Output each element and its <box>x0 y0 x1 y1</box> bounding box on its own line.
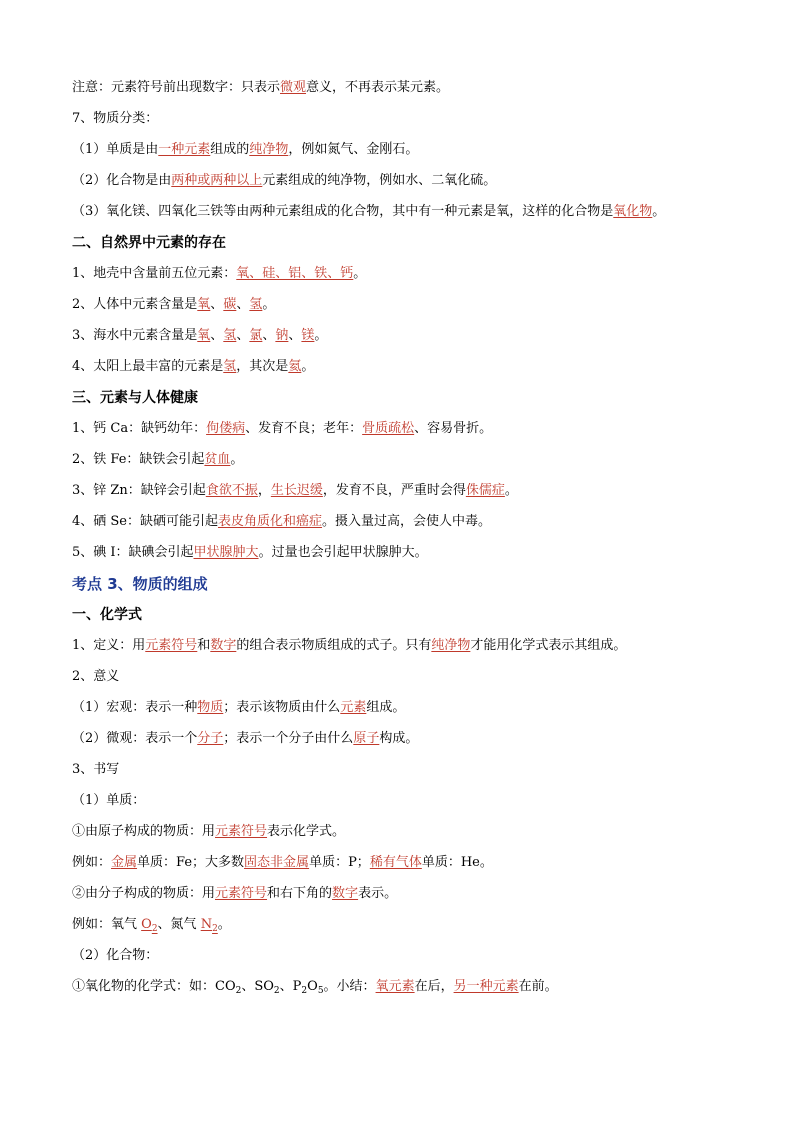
text-line <box>72 510 732 541</box>
answer-blank: 数字 <box>210 638 237 653</box>
text-run: 、 <box>236 297 250 312</box>
text-run: 、 <box>236 328 250 343</box>
answer-blank: 氧化物 <box>613 204 653 219</box>
text-run: 5 <box>317 986 324 996</box>
answer-blank: 数字 <box>332 886 359 901</box>
text-line <box>72 76 732 107</box>
text-run: ；表示一个分子由什么 <box>223 731 354 746</box>
text-line <box>72 262 732 293</box>
text-run: 。 <box>652 204 666 219</box>
text-run: 。 <box>504 483 518 498</box>
text-run: 4、硒 Se：缺硒可能引起 <box>72 514 219 529</box>
text-run: 例如： <box>72 855 112 870</box>
answer-blank: 原子 <box>353 731 380 746</box>
text-run: 单质：P； <box>309 855 370 870</box>
text-run: 2 <box>301 986 308 996</box>
text-run: 。小结： <box>323 979 376 994</box>
text-line <box>72 975 732 1006</box>
answer-blank: 两种或两种以上 <box>171 173 263 188</box>
text-run: 单质：Fe；大多数 <box>137 855 245 870</box>
text-run: 组成。 <box>366 700 406 715</box>
text-run: 。 <box>230 452 244 467</box>
text-line <box>72 634 732 665</box>
answer-blank: 表皮角质化和癌症 <box>218 514 323 529</box>
text-run: 7、物质分类： <box>72 111 159 126</box>
text-run: 1、地壳中含量前五位元素： <box>72 266 237 281</box>
text-run: 2、意义 <box>72 669 120 684</box>
text-line <box>72 541 732 572</box>
text-line <box>72 572 732 603</box>
answer-blank: 元素符号 <box>215 824 268 839</box>
answer-blank: 生长迟缓 <box>270 483 323 498</box>
text-run: 元素组成的纯净物，例如水、二氧化硫。 <box>262 173 497 188</box>
text-line <box>72 107 732 138</box>
answer-blank: 物质 <box>197 700 224 715</box>
answer-blank: 氦 <box>288 359 302 374</box>
text-run: 。 <box>314 328 328 343</box>
text-run: 、 <box>210 328 224 343</box>
answer-blank: 2 <box>212 924 218 934</box>
text-run: 5、碘 I：缺碘会引起 <box>72 545 194 560</box>
text-line <box>72 944 732 975</box>
text-line <box>72 200 732 231</box>
text-run: 3、海水中元素含量是 <box>72 328 198 343</box>
text-run: 。摄入量过高，会使人中毒。 <box>322 514 492 529</box>
text-run: 和 <box>197 638 211 653</box>
text-run: （2）化合物是由 <box>72 173 172 188</box>
answer-blank: 骨质疏松 <box>362 421 415 436</box>
text-run: （2）微观：表示一个 <box>72 731 198 746</box>
answer-blank: 氧 <box>197 297 211 312</box>
text-run: （2）化合物： <box>72 948 159 963</box>
text-run: 注意：元素符号前出现数字：只表示 <box>72 80 281 95</box>
text-run: 表示。 <box>358 886 398 901</box>
text-line <box>72 138 732 169</box>
document-page <box>72 76 732 1006</box>
text-run: 、氮气 <box>157 917 201 932</box>
answer-blank: 稀有气体 <box>369 855 422 870</box>
text-line <box>72 727 732 758</box>
text-run: 表示化学式。 <box>267 824 346 839</box>
text-run: 2、铁 Fe：缺铁会引起 <box>72 452 205 467</box>
text-run: 3、书写 <box>72 762 120 777</box>
text-line <box>72 386 732 417</box>
text-run: ；表示该物质由什么 <box>223 700 341 715</box>
answer-blank: 纯净物 <box>249 142 289 157</box>
text-run: O <box>307 979 318 994</box>
text-line <box>72 820 732 851</box>
text-run: 2 <box>273 986 280 996</box>
answer-blank: 元素 <box>340 700 367 715</box>
text-run: ，其次是 <box>236 359 289 374</box>
answer-blank: 一种元素 <box>158 142 211 157</box>
text-run: 。 <box>217 917 231 932</box>
answer-blank: 分子 <box>197 731 224 746</box>
text-run: ，发育不良，严重时会得 <box>322 483 466 498</box>
text-line <box>72 324 732 355</box>
text-run: ①氧化物的化学式：如：CO <box>72 979 236 994</box>
text-run: 、 <box>288 328 302 343</box>
text-line <box>72 696 732 727</box>
text-line <box>72 417 732 448</box>
text-run: 构成。 <box>379 731 419 746</box>
answer-blank: 固态非金属 <box>244 855 310 870</box>
text-run: 、SO <box>241 979 274 994</box>
answer-blank: 金属 <box>111 855 138 870</box>
text-run: 3、锌 Zn：缺锌会引起 <box>72 483 206 498</box>
text-run: 、P <box>279 979 302 994</box>
text-run: ，例如氮气、金刚石。 <box>288 142 419 157</box>
section-heading: 考点 3、物质的组成 <box>72 575 208 593</box>
text-run: （1）宏观：表示一种 <box>72 700 198 715</box>
answer-blank: N <box>200 917 213 932</box>
text-run: （3）氧化镁、四氧化三铁等由两种元素组成的化合物，其中有一种元素是氧，这样的化合物是 <box>72 204 614 219</box>
answer-blank: 钠 <box>275 328 289 343</box>
text-run: （1）单质： <box>72 793 146 808</box>
text-run: 、 <box>210 297 224 312</box>
text-line <box>72 169 732 200</box>
text-run: 组成的 <box>210 142 250 157</box>
answer-blank: 氢 <box>223 328 237 343</box>
answer-blank: 氢 <box>223 359 237 374</box>
text-line <box>72 479 732 510</box>
answer-blank: 镁 <box>301 328 315 343</box>
text-run: 的组合表示物质组成的式子。只有 <box>236 638 432 653</box>
answer-blank: 碳 <box>223 297 237 312</box>
text-run: 。 <box>301 359 315 374</box>
answer-blank: 食欲不振 <box>205 483 258 498</box>
answer-blank: 氧、硅、铝、铁、钙 <box>236 266 354 281</box>
text-line <box>72 882 732 913</box>
text-run: 、 <box>262 328 276 343</box>
text-run: （1）单质是由 <box>72 142 159 157</box>
text-run: ②由分子构成的物质：用 <box>72 886 216 901</box>
text-line <box>72 789 732 820</box>
text-run: 。 <box>353 266 367 281</box>
text-run: 1、钙 Ca：缺钙幼年： <box>72 421 207 436</box>
text-line <box>72 913 732 944</box>
text-line <box>72 665 732 696</box>
answer-blank: 氧 <box>197 328 211 343</box>
text-line <box>72 851 732 882</box>
answer-blank: 甲状腺肿大 <box>193 545 259 560</box>
text-line <box>72 293 732 324</box>
text-run: 4、太阳上最丰富的元素是 <box>72 359 224 374</box>
text-run: ， <box>257 483 271 498</box>
answer-blank: 贫血 <box>204 452 231 467</box>
text-run: 例如：氧气 <box>72 917 142 932</box>
text-run: 2 <box>235 986 242 996</box>
text-run: 2、人体中元素含量是 <box>72 297 198 312</box>
answer-blank: 另一种元素 <box>453 979 519 994</box>
text-run: 和右下角的 <box>267 886 333 901</box>
text-run: 在后， <box>414 979 454 994</box>
answer-blank: 氯 <box>249 328 263 343</box>
answer-blank: 侏儒症 <box>465 483 505 498</box>
section-heading: 二、自然界中元素的存在 <box>72 235 226 251</box>
answer-blank: O <box>141 917 152 932</box>
answer-blank: 氧元素 <box>375 979 415 994</box>
text-line <box>72 603 732 634</box>
text-run: 。过量也会引起甲状腺肿大。 <box>258 545 428 560</box>
text-run: ①由原子构成的物质：用 <box>72 824 216 839</box>
text-run: 、容易骨折。 <box>414 421 493 436</box>
text-run: 。 <box>262 297 276 312</box>
text-run: 1、定义：用 <box>72 638 146 653</box>
text-run: 、发育不良；老年： <box>245 421 363 436</box>
answer-blank: 微观 <box>280 80 307 95</box>
answer-blank: 2 <box>151 924 158 934</box>
section-heading: 一、化学式 <box>72 607 142 623</box>
answer-blank: 氢 <box>249 297 263 312</box>
text-run: 才能用化学式表示其组成。 <box>470 638 627 653</box>
text-run: 意义，不再表示某元素。 <box>306 80 450 95</box>
answer-blank: 纯净物 <box>431 638 471 653</box>
text-line <box>72 355 732 386</box>
text-line <box>72 758 732 789</box>
answer-blank: 元素符号 <box>145 638 198 653</box>
text-run: 单质：He。 <box>421 855 493 870</box>
text-run: 在前。 <box>518 979 558 994</box>
section-heading: 三、元素与人体健康 <box>72 390 198 406</box>
text-line <box>72 448 732 479</box>
text-line <box>72 231 732 262</box>
answer-blank: 元素符号 <box>215 886 268 901</box>
answer-blank: 佝偻病 <box>206 421 246 436</box>
